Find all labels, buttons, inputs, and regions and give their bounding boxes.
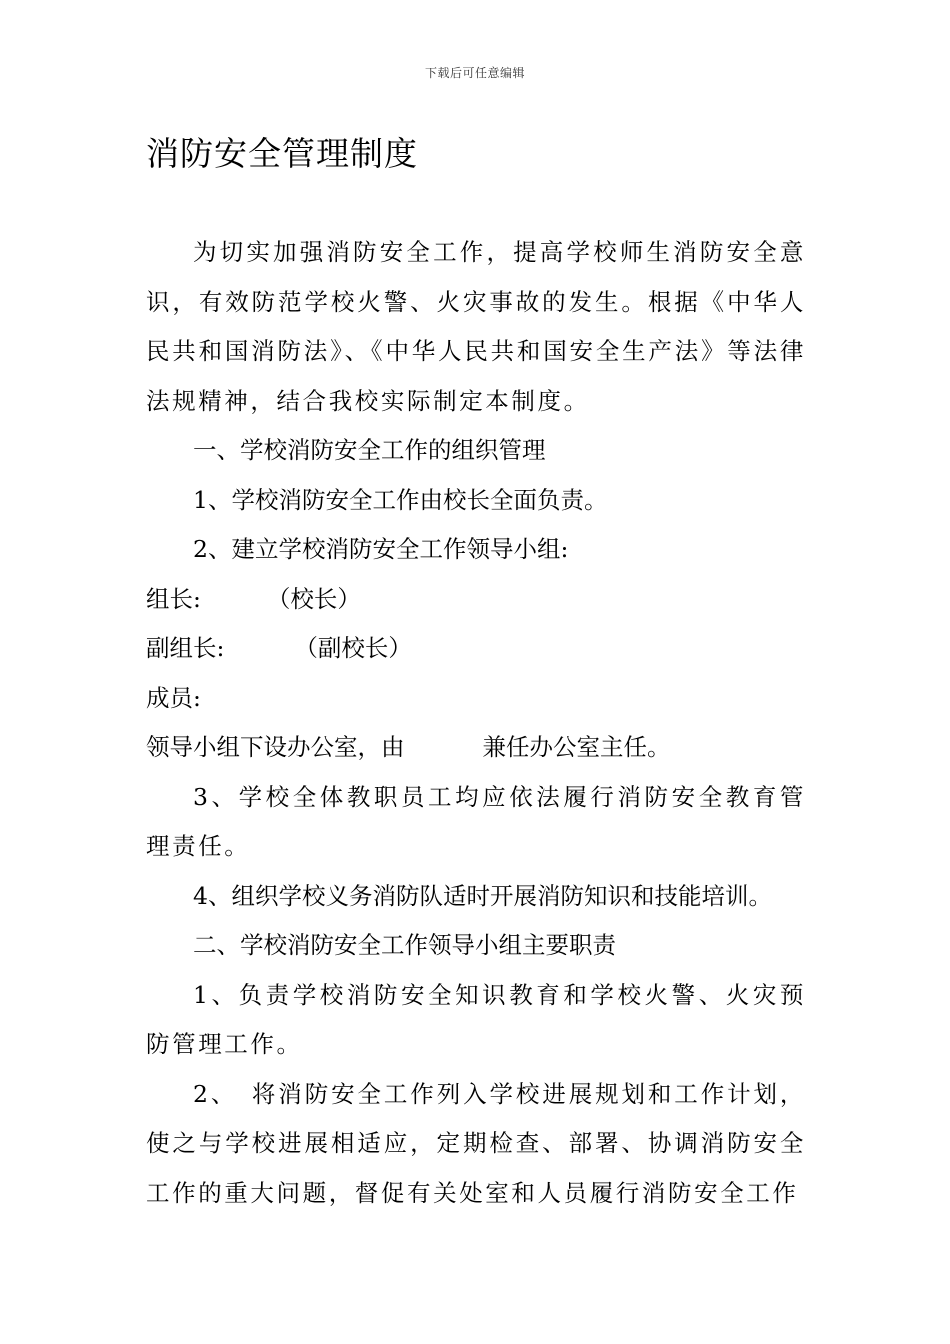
office-prefix: 领导小组下设办公室，由 <box>146 733 405 761</box>
deputy-label: 副组长: <box>146 634 225 662</box>
leader-role: （校长） <box>266 584 361 613</box>
intro-paragraph: 为切实加强消防安全工作，提高学校师生消防安全意识，有效防范学校火警、火灾事故的发生。根据《中华人民共和国消防法》、《中华人民共和国安全生产法》等法律法规精神，结合我校实际制定本制度。 <box>146 238 806 415</box>
member-line <box>146 674 806 724</box>
office-suffix: 兼任办公室主任。 <box>482 733 671 761</box>
section2-heading: 二、学校消防安全工作领导小组主要职责 <box>193 931 616 959</box>
section1-item2: 2、建立学校消防安全工作领导小组: <box>193 535 569 563</box>
section1-item1: 1、学校消防安全工作由校长全面负责。 <box>193 485 608 514</box>
section2-item2: 2、 将消防安全工作列入学校进展规划和工作计划，使之与学校进展相适应，定期检查、部署、协调消防安全工作的重大问题，督促有关处室和人员履行消防安全工作 <box>146 1079 806 1207</box>
document-title: 消防安全管理制度 <box>146 134 418 173</box>
leader-line <box>146 575 806 625</box>
deputy-role: （副校长） <box>294 634 412 662</box>
header-note: 下载后可任意编辑 <box>424 66 525 80</box>
deputy-line <box>146 624 806 674</box>
document-body <box>146 228 806 1218</box>
member-label: 成员: <box>146 683 201 712</box>
section1-heading: 一、学校消防安全工作的组织管理 <box>193 436 546 464</box>
office-line <box>146 723 806 773</box>
section2-item1: 1、负责学校消防安全知识教育和学校火警、火灾预防管理工作。 <box>146 980 806 1058</box>
section1-item3: 3、学校全体教职员工均应依法履行消防安全教育管理责任。 <box>146 782 806 860</box>
leader-label: 组长: <box>146 584 201 613</box>
section1-item4: 4、组织学校义务消防队适时开展消防知识和技能培训。 <box>193 881 772 910</box>
